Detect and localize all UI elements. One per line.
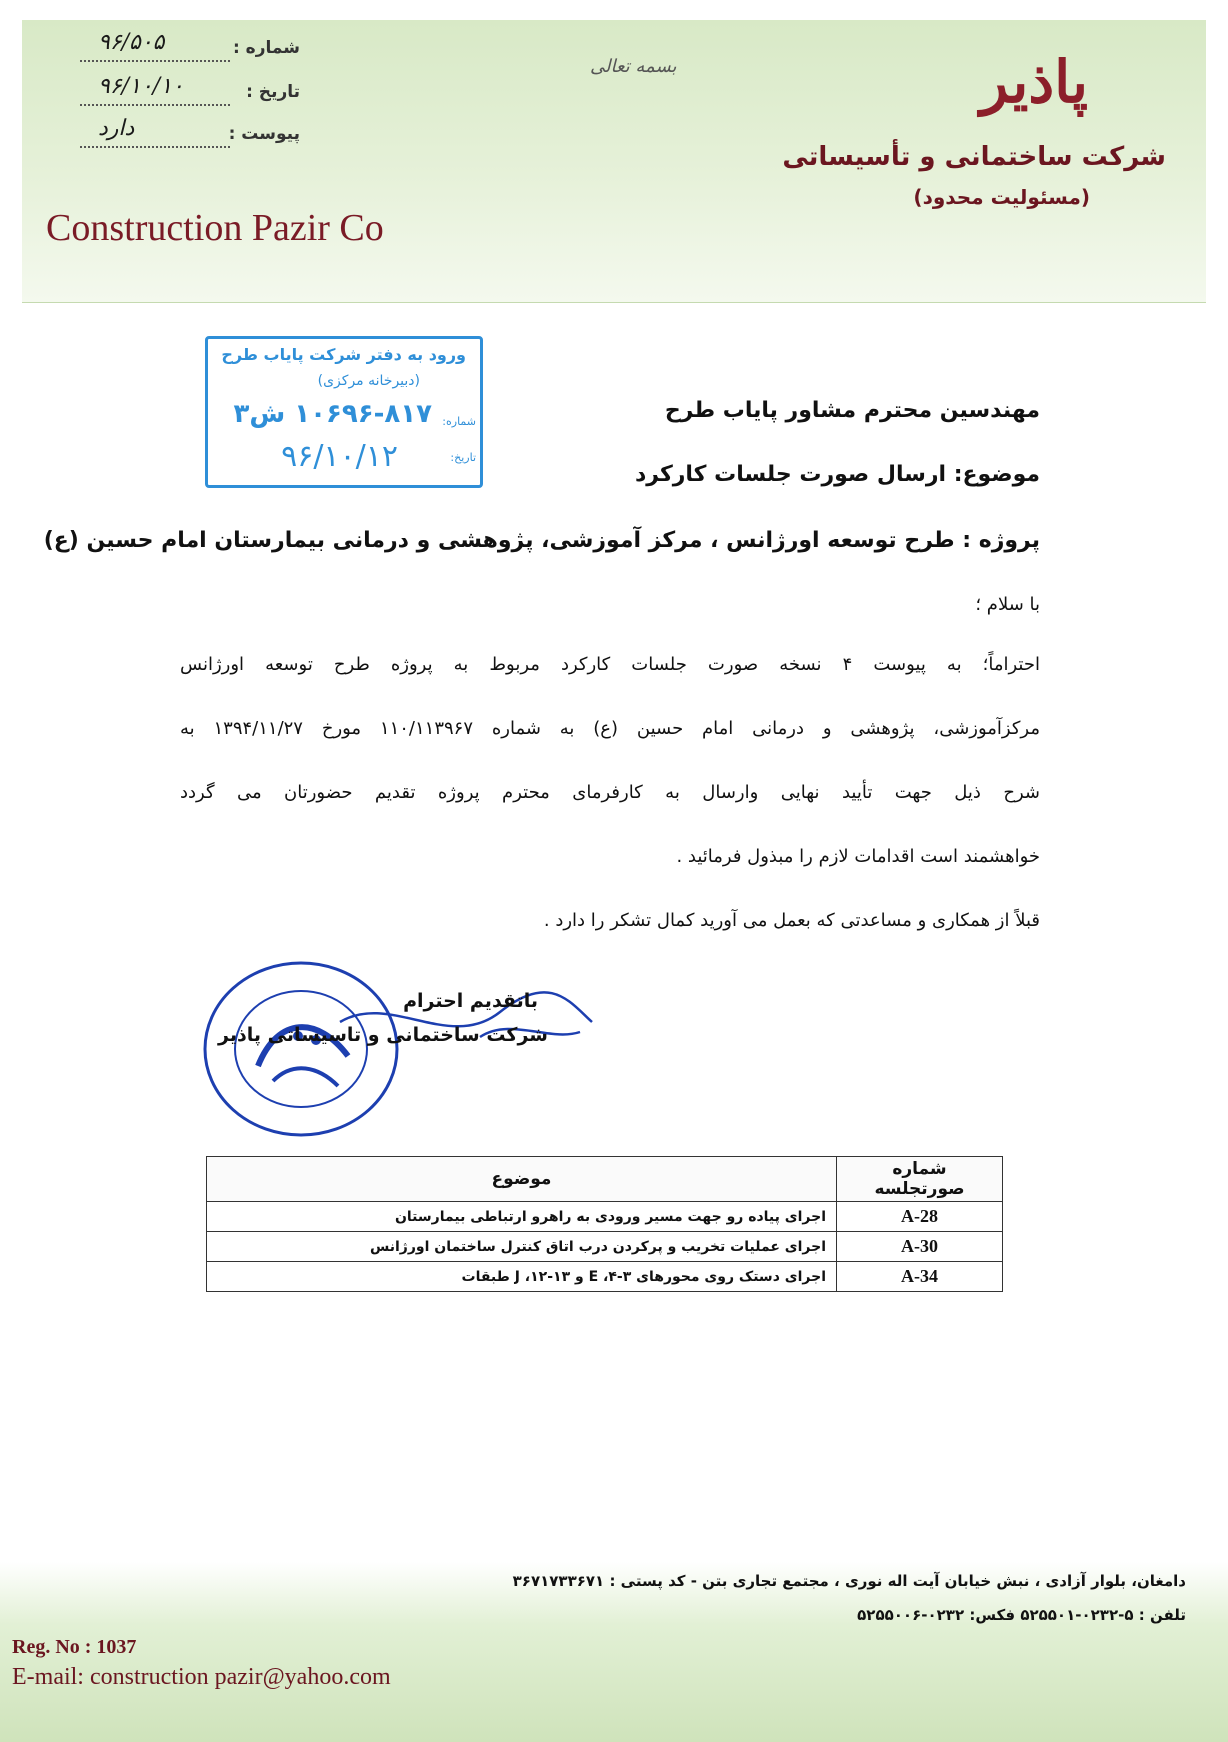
column-header-code: شماره صورتجلسه <box>837 1157 1003 1202</box>
body-line: مرکزآموزشی، پژوهشی و درمانی امام حسین (ع) به شماره ۱۱۰/۱۱۳۹۶۷ مورخ ۱۳۹۴/۱۱/۲۷ به <box>180 718 1040 739</box>
basmala: بسمه تعالی <box>590 56 677 77</box>
subject: موضوع: ارسال صورت جلسات کارکرد <box>634 462 1040 487</box>
column-header-subject: موضوع <box>207 1157 837 1202</box>
ref-attachment-label: پیوست : <box>228 124 300 144</box>
row-code: A-34 <box>837 1262 1003 1292</box>
body-line: خواهشمند است اقدامات لازم را مبذول فرمائید . <box>676 846 1040 867</box>
body-line: شرح ذیل جهت تأیید نهایی وارسال به کارفرمای محترم پروژه تقدیم حضورتان می گردد <box>180 782 1040 803</box>
brand-logo-fa: پاذیر <box>980 48 1088 116</box>
ref-number-label: شماره : <box>232 38 300 58</box>
greeting: با سلام ؛ <box>975 594 1040 615</box>
stamp-line2: (دبیرخانه مرکزی) <box>317 373 420 389</box>
footer-reg-no: Reg. No : 1037 <box>12 1636 137 1658</box>
ref-attachment-row <box>80 116 300 154</box>
ref-attachment-value: دارد <box>98 116 135 141</box>
stamp-date: ۹۶/۱۰/۱۲ <box>281 439 398 474</box>
footer-email[interactable]: E-mail: construction pazir@yahoo.com <box>12 1664 391 1690</box>
ref-number-row <box>80 30 300 68</box>
row-subject: اجرای دستک روی محورهای ۳-۴، E و ۱۳-۱۲، J طبقات <box>207 1262 837 1292</box>
row-subject: اجرای عملیات تخریب و پرکردن درب اتاق کنترل ساختمان اورژانس <box>207 1232 837 1262</box>
stamp-line1: ورود به دفتر شرکت پایاب طرح <box>221 345 466 364</box>
stamp-number: ۱۰۶۹۶-۸۱۷ ش۳ <box>233 399 432 429</box>
stamp-date-label: تاریخ: <box>450 451 476 464</box>
signature-company: شرکت ساختمانی و تاسیساتی پاذیر <box>218 1024 548 1046</box>
row-code: A-30 <box>837 1232 1003 1262</box>
addressee: مهندسین محترم مشاور پایاب طرح <box>664 398 1040 423</box>
ref-number-value: ۹۶/۵۰۵ <box>98 30 165 55</box>
ref-attachment-line <box>80 146 230 148</box>
minutes-table <box>206 1156 1003 1292</box>
thanks-line: قبلاً از همکاری و مساعدتی که بعمل می آورید کمال تشکر را دارد . <box>543 910 1040 931</box>
company-name-en: Construction Pazir Co <box>46 207 384 249</box>
row-code: A-28 <box>837 1202 1003 1232</box>
table-row <box>207 1232 1003 1262</box>
company-name-fa: شرکت ساختمانی و تأسیساتی <box>782 142 1166 172</box>
footer-address: دامغان، بلوار آزادی ، نبش خیابان آیت اله نوری ، مجتمع تجاری بتن - کد پستی : ۳۶۷۱۷۳۳۶۷۱ <box>512 1572 1186 1590</box>
row-subject: اجرای پیاده رو جهت مسیر ورودی به راهرو ارتباطی بیمارستان <box>207 1202 837 1232</box>
signature-regards: باتقدیم احترام <box>403 990 538 1012</box>
received-stamp <box>205 336 483 488</box>
company-limited: (مسئولیت محدود) <box>913 185 1090 209</box>
table-header-row <box>207 1157 1003 1202</box>
stamp-number-label: شماره: <box>442 415 476 428</box>
ref-date-line <box>80 104 230 106</box>
ref-date-label: تاریخ : <box>246 82 300 102</box>
ref-number-line <box>80 60 230 62</box>
ref-date-value: ۹۶/۱۰/۱۰ <box>98 74 184 99</box>
project: پروژه : طرح توسعه اورژانس ، مرکز آموزشی، پژوهشی و درمانی بیمارستان امام حسین (ع) <box>43 528 1040 553</box>
table-row <box>207 1262 1003 1292</box>
body-line: احتراماً؛ به پیوست ۴ نسخه صورت جلسات کارکرد مربوط به پروژه طرح توسعه اورژانس <box>180 654 1040 675</box>
ref-date-row <box>80 74 300 112</box>
table-row <box>207 1202 1003 1232</box>
footer-phone: تلفن : ۵-۰۲۳۲-۵۲۵۵۰۱ فکس: ۰۲۳۲-۵۲۵۵۰۰۶ <box>857 1606 1186 1624</box>
